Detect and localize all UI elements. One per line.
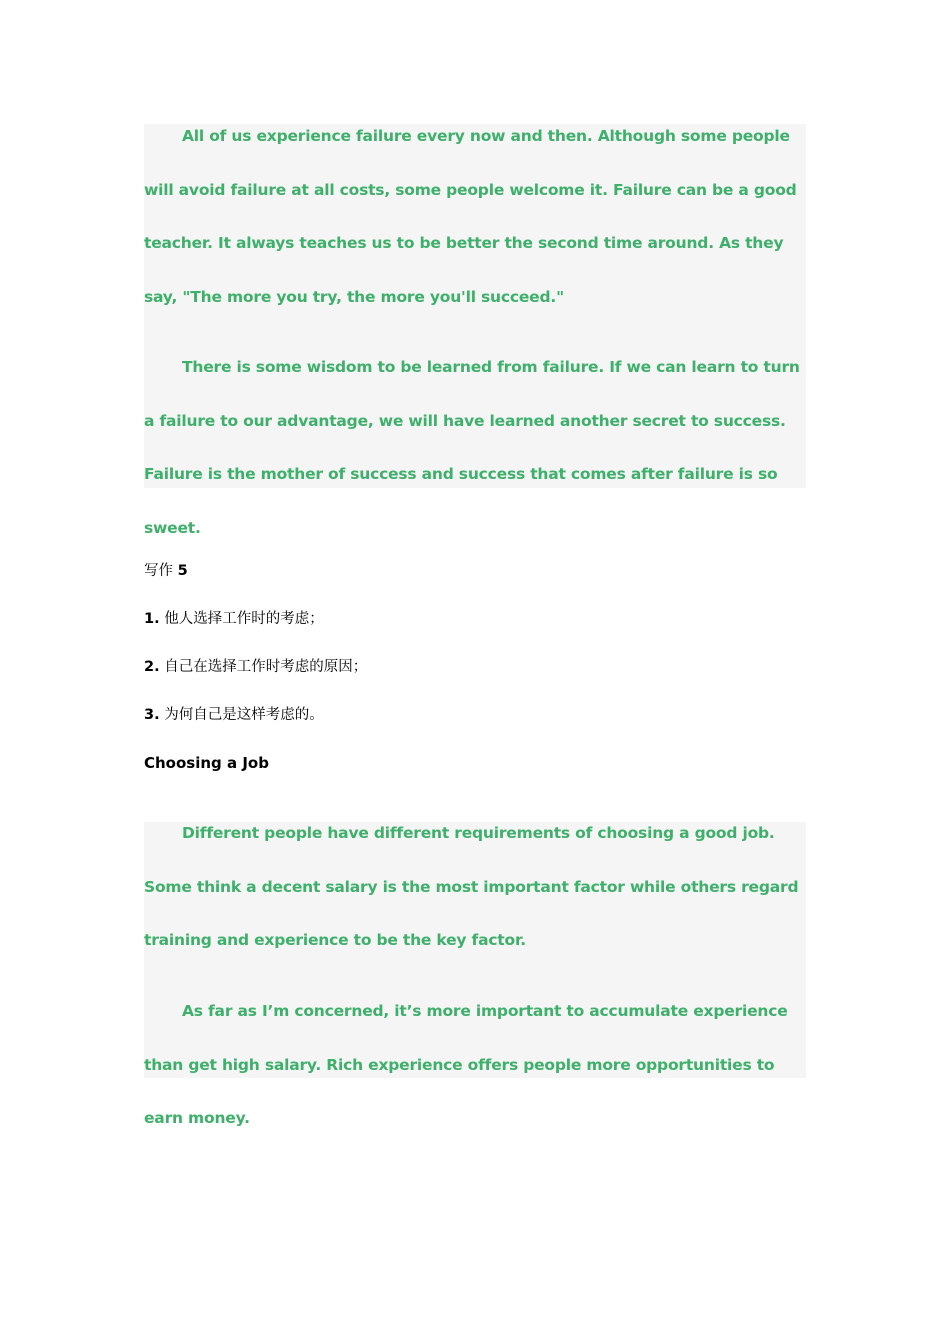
writing5-point-1 (144, 609, 324, 629)
point-number: 1. (144, 611, 160, 627)
point-text: 自己在选择工作时考虑的原因； (164, 659, 368, 675)
point-text: 为何自己是这样考虑的。 (164, 707, 324, 723)
essay2-title: Choosing a Job (144, 754, 269, 772)
writing5-point-2 (144, 657, 367, 677)
writing5-heading (144, 561, 188, 581)
point-text: 他人选择工作时的考虑； (164, 611, 324, 627)
writing5-point-3 (144, 705, 324, 725)
writing5-heading-number: 5 (177, 563, 188, 579)
essay1-paragraph-2: There is some wisdom to be learned from failure. If we can learn to turn a failure to our advantage, we will have learned another secret to success. Failure is the mother of success and success that comes after failure is so sweet. (144, 358, 800, 538)
point-number: 2. (144, 659, 160, 675)
essay2-paragraph-1: Different people have different requirements of choosing a good job. Some think a decent salary is the most important factor while others regard training and experience to be the key factor. (144, 824, 799, 950)
essay1-paragraph-1: All of us experience failure every now and then. Although some people will avoid failure at all costs, some people welcome it. Failure can be a good teacher. It always teaches us to be better the second time around. As they say, "The more you try, the more you'll succeed." (144, 127, 797, 307)
essay2-paragraph-2: As far as I’m concerned, it’s more important to accumulate experience than get high salary. Rich experience offers people more opportunities to earn money. (144, 1002, 788, 1128)
writing5-heading-prefix: 写作 (144, 563, 173, 579)
point-number: 3. (144, 707, 160, 723)
